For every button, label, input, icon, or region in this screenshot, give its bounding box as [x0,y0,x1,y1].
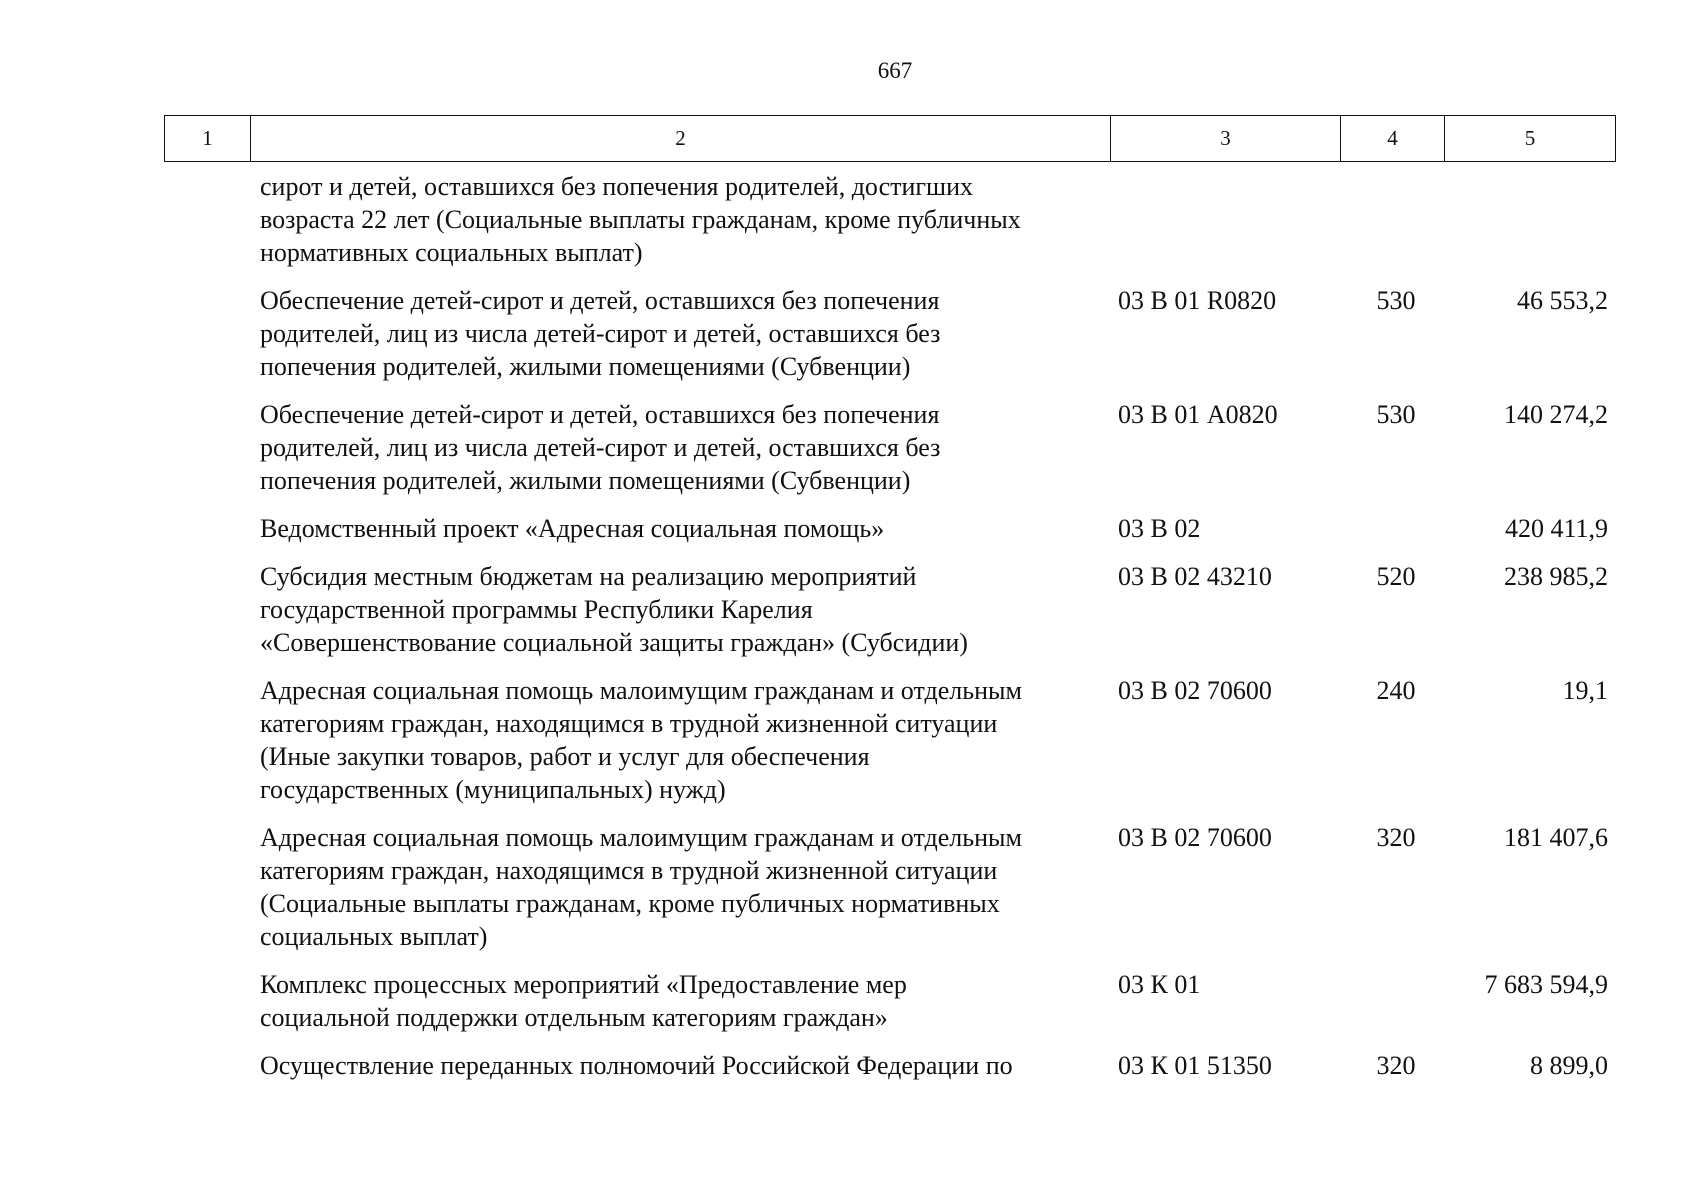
row-name: Комплекс процессных мероприятий «Предоставление мер социальной поддержки отдельным категориям граждан» [260,970,907,1032]
row-type: 530 [1376,286,1416,315]
row-code: 03 В 02 43210 [1118,562,1272,591]
table-row [164,821,1616,953]
row-code: 03 К 01 [1118,970,1201,999]
row-type: 520 [1376,562,1416,591]
row-sum: 420 411,9 [1504,514,1608,543]
header-col-4: 4 [1341,116,1445,161]
row-sum: 46 553,2 [1517,286,1608,315]
page-number: 667 [877,58,913,83]
row-sum: 238 985,2 [1504,562,1608,591]
table-row [164,674,1616,806]
row-type [1340,512,1444,545]
row-name: Адресная социальная помощь малоимущим гражданам и отдельным категориям граждан, находящимся в трудной жизненной ситуации (Социальные выплаты гражданам, кроме публичных нормативных социальных выплат) [260,823,1022,951]
row-code: 03 В 02 70600 [1118,676,1272,705]
row-sum: 7 683 594,9 [1484,970,1608,999]
table-row [164,170,1616,269]
table-row [164,560,1616,659]
row-code: 03 В 01 R0820 [1118,286,1277,315]
row-type: 320 [1376,823,1416,852]
table-body [164,170,1616,1097]
row-name: Обеспечение детей-сирот и детей, оставшихся без попечения родителей, лиц из числа детей-сирот и детей, оставшихся без попечения родителей, жилыми помещениями (Субвенции) [260,400,941,495]
row-code: 03 В 02 70600 [1118,823,1272,852]
row-code [1110,170,1340,269]
row-type [1340,170,1444,269]
row-sum [1444,170,1616,269]
row-code: 03 В 01 А0820 [1118,400,1278,429]
row-name: Субсидия местным бюджетам на реализацию мероприятий государственной программы Республики Карелия «Совершенствование социальной защиты граждан» (Субсидии) [260,562,968,657]
table-row [164,512,1616,545]
header-col-2: 2 [251,116,1111,161]
row-code: 03 В 02 [1118,514,1201,543]
row-sum: 19,1 [1562,676,1608,705]
header-col-1: 1 [165,116,251,161]
table-header [164,115,1616,162]
header-col-3: 3 [1111,116,1341,161]
table-row [164,398,1616,497]
row-type: 240 [1376,676,1416,705]
row-sum: 140 274,2 [1504,400,1608,429]
row-name: Ведомственный проект «Адресная социальная помощь» [260,514,885,543]
table-row [164,1049,1616,1082]
row-name: сирот и детей, оставшихся без попечения родителей, достигших возраста 22 лет (Социальные выплаты гражданам, кроме публичных нормативных социальных выплат) [260,172,1021,267]
table-row [164,968,1616,1034]
row-type: 320 [1376,1051,1416,1080]
row-name: Адресная социальная помощь малоимущим гражданам и отдельным категориям граждан, находящимся в трудной жизненной ситуации (Иные закупки товаров, работ и услуг для обеспечения государственных (муниципальных) нужд) [260,676,1022,804]
row-name: Осуществление переданных полномочий Российской Федерации по [260,1051,1013,1080]
row-sum: 8 899,0 [1530,1051,1608,1080]
row-type: 530 [1376,400,1416,429]
row-name: Обеспечение детей-сирот и детей, оставшихся без попечения родителей, лиц из числа детей-сирот и детей, оставшихся без попечения родителей, жилыми помещениями (Субвенции) [260,286,941,381]
table-row [164,284,1616,383]
row-type [1340,968,1444,1034]
row-code: 03 К 01 51350 [1118,1051,1272,1080]
row-sum: 181 407,6 [1504,823,1608,852]
header-col-5: 5 [1524,126,1536,150]
